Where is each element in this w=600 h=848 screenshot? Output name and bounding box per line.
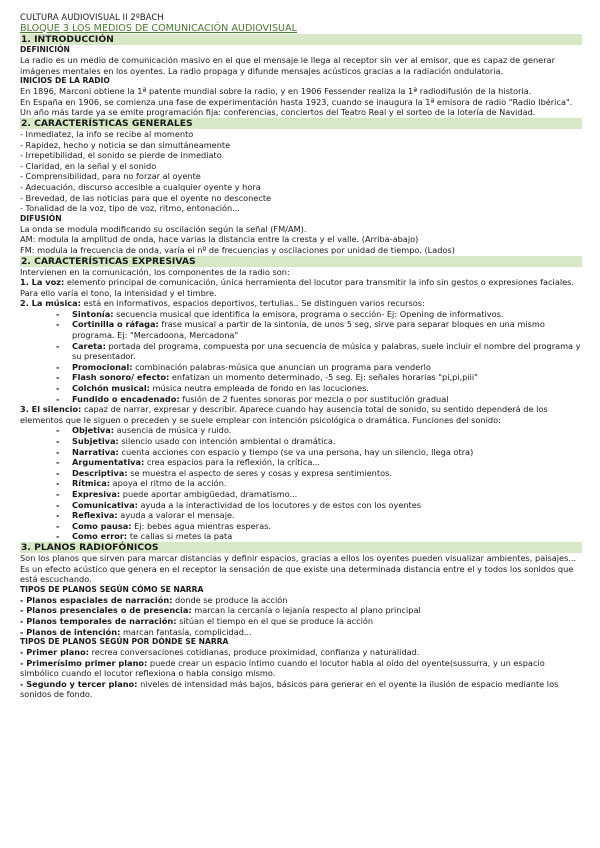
list-item [72,394,582,405]
list-item: - Comprensibilidad, para no forzar al oyente [20,171,201,182]
item-text: ayuda a la interactividad de los locutores y de estos con los oyentes [137,499,422,510]
item-term: - Primerísimo primer plano: [20,657,148,668]
item-text: niveles de intensidad más bajos, básicos para generar en el oyente la ilusión de espacio mediante los sonidos de fondo. [20,678,559,700]
list-item [72,468,582,479]
item-term: Comunicativa: [72,499,138,510]
list-item: - Brevedad, de las noticias para que el oyente no desconecte [20,192,272,203]
difusion-line: FM: modula la frecuencia de onda, varía el nº de frecuencias y oscilaciones por unidad de tiempo. (Lados) [20,244,455,255]
list-item [20,627,582,638]
item-text: ayuda a valorar el mensaje. [117,510,235,521]
list-item [72,319,582,340]
list-item [72,521,582,532]
musica-paragraph [20,298,582,309]
item-text: fusión de 2 fuentes sonoras por mezcla o por sustitución gradual [179,393,449,404]
item-term: - Planos espaciales de narración: [20,594,173,605]
list-item [72,457,582,468]
silencio-functions-list [20,425,582,542]
list-item [72,372,582,383]
list-item [20,605,582,616]
item-text: recrea conversaciones cotidianas, produce proximidad, confianza y naturalidad. [89,647,420,658]
list-item [72,383,582,394]
list-item [72,309,582,320]
list-item [72,436,582,447]
item-term: Flash sonoro/ efecto: [72,372,170,383]
list-item [72,500,582,511]
item-term: Descriptiva: [72,467,128,478]
list-item: - Irrepetibilidad, el sonido se pierde de inmediato [20,150,222,161]
list-item [72,478,582,489]
list-item [72,341,582,362]
inicios-paragraph-1: En 1896, Marconi obtiene la 1ª patente mundial sobre la radio, y en 1906 Fessender realiza la 1ª radiodifusión de la historia. [20,86,532,97]
item-term: - Planos de intención: [20,626,121,637]
item-text: donde se produce la acción [172,594,288,605]
list-item [20,658,582,679]
item-text: cuenta acciones con espacio y tiempo (se va una persona, hay un silencio, llega otra) [118,446,474,457]
list-item: - Rapidez, hecho y noticia se dan simultáneamente [20,139,231,150]
item-term: Colchón musical: [72,383,150,394]
list-item [20,595,582,606]
document-page [20,12,582,700]
item-term: Como pausa: [72,520,132,531]
item-text: ausencia de música y ruido. [114,425,232,436]
section-introduccion-heading: 1. INTRODUCCIÓN [20,34,582,45]
list-item: - Claridad, en la señal y el sonido [20,160,157,171]
list-item [72,362,582,373]
list-item [72,510,582,521]
definicion-label: DEFINICIÓN [20,45,70,54]
section-planos-radiofonicos-heading: 3. PLANOS RADIOFÓNICOS [20,542,582,553]
list-item: - Inmediatez, la info se recibe al momento [20,128,194,139]
item-term: Como error: [72,531,128,542]
musica-resources-list [20,309,582,404]
tipos-donde-label: TIPOS DE PLANOS SEGÚN POR DÓNDE SE NARRA [20,637,229,647]
item-term: - Segundo y tercer plano: [20,678,138,689]
item-text: música neutra empleada de fondo en las locuciones. [149,383,369,394]
section-caracteristicas-generales-heading: 2. CARACTERÍSTICAS GENERALES [20,118,582,129]
item-text: frase musical a partir de la sintonía, de unos 5 seg, sirve para separar bloques en una mismo programa. Ej: "Mercadoona, Mercadona" [72,319,545,341]
list-item [72,447,582,458]
item-term: Rítmica: [72,478,111,489]
item-text: crea espacios para la reflexión, la crítica... [144,457,321,468]
item-term: Sintonía: [72,308,114,319]
item-text: se muestra el aspecto de seres y cosas y expresa sentimientos. [127,467,392,478]
list-item: - Tonalidad de la voz, tipo de voz, ritmo, entonación... [20,203,240,214]
item-text: puede aportar ambigüedad, dramatismo... [120,488,298,499]
list-item [20,616,582,627]
list-item [72,425,582,436]
difusion-label: DIFUSIÓN [20,213,62,223]
item-text: Ej: bebes agua mientras esperas. [131,520,272,531]
item-text: te callas si metes la pata [127,531,233,542]
definicion-text: La radio es un medio de comunicación masivo en el que el mensaje le llega al receptor sin ver al emisor, que es capaz de generar imágenes mentales en los oyentes. La radio propaga y difunde mensajes acústicos gracias a la radiación ondulatoria. [20,55,555,76]
item-text: silencio usado con intención ambiental o dramática. [118,436,336,446]
item-text: combinación palabras-música que anuncian un programa para venderlo [132,361,431,372]
item-term: Promocional: [72,361,133,372]
tipos-como-label: TIPOS DE PLANOS SEGÚN CÓMO SE NARRA [20,584,204,594]
course-title: CULTURA AUDIOVISUAL II 2ºBACH [20,12,164,22]
item-term: Narrativa: [72,446,119,457]
difusion-line: AM: modula la amplitud de onda, hace varias la distancia entre la cresta y el valle. (Arriba-abajo) [20,234,419,245]
list-item [20,679,582,700]
musica-label: 2. La música: [20,298,81,309]
item-term: - Planos temporales de narración: [20,615,177,626]
planos-intro: Son los planos que sirven para marcar distancias y definir espacios, gracias a ellos los oyentes pueden visualizar ambientes, paisajes... Es un efecto acústico que genera en el receptor la sensación de que existe una determinada distancia entre el y todos los sonidos que está escuchando. [20,552,577,585]
item-term: Fundido o encadenado: [72,393,180,404]
item-text: enfatizan un momento determinado, -5 seg. Ej: señales horarias "pi,pi,piii" [169,372,478,383]
item-term: Reflexiva: [72,510,118,521]
item-text: marcan fantasía, complicidad... [120,626,252,637]
item-term: Argumentativa: [72,457,145,468]
block-title: BLOQUE 3 LOS MEDIOS DE COMUNICACIÓN AUDIOVISUAL [20,22,297,34]
item-term: Subjetiva: [72,436,119,446]
voz-text: elemento principal de comunicación, única herramienta del locutor para transmitir la info sin gestos o expresiones faciales. Para ello varía el tono, la intensidad y el timbre. [20,277,575,298]
item-term: Expresiva: [72,488,121,499]
musica-text: está en informativos, espacios deportivos, tertulias.. Se distinguen varios recursos: [80,298,425,309]
item-term: Cortinilla o ráfaga: [72,319,159,330]
item-term: Careta: [72,340,106,351]
list-item: - Adecuación, discurso accesible a cualquier oyente y hora [20,181,261,192]
item-text: secuencia musical que identifica la emisora, programa o sección- Ej: Opening de informativos. [113,308,504,319]
caracteristicas-list [20,129,582,214]
list-item [20,647,582,658]
item-text: sitúan el tiempo en el que se produce la acción [176,615,374,626]
expresivas-intro: Intervienen en la comunicación, los componentes de la radio son: [20,266,290,277]
item-text: marcan la cercanía o lejanía respecto al plano principal [191,605,421,616]
item-text: apoya el ritmo de la acción. [110,478,227,489]
voz-label: 1. La voz: [20,277,65,288]
item-term: - Primer plano: [20,647,89,658]
list-item [72,489,582,500]
silencio-label: 3. El silencio: [20,404,82,415]
difusion-line: La onda se modula modificando su oscilación según la señal (FM/AM). [20,223,307,234]
item-text: puede crear un espacio íntimo cuando el locutor habla al oído del oyente(sussurra, y un espacio simbólico cuando el locutor reflexiona o habla consigo mismo. [20,657,545,679]
voz-paragraph [20,277,582,298]
section-caracteristicas-expresivas-heading: 2. CARACTERÍSTICAS EXPRESIVAS [20,256,582,267]
silencio-text: capaz de narrar, expresar y describir. Aparece cuando hay ausencia total de sonido, su sentido dependerá de los elementos que le siguen o preceden y se suele emplear con intención psicológica o dramática. Funciones del sonido: [20,404,548,425]
item-term: - Planos presenciales o de presencia: [20,605,192,616]
list-item [72,531,582,542]
inicios-paragraph-2: En España en 1906, se comienza una fase de experimentación hasta 1923, cuando se inaugura la 1ª emisora de radio "Radio Ibérica". Un año más tarde ya se emite programación fija: conferencias, conciertos del Teatro Real y el sorteo de la lotería de Navidad. [20,96,573,118]
item-term: Objetiva: [72,425,115,436]
inicios-label: INICIOS DE LA RADIO [20,76,110,86]
item-text: portada del programa, compuesta por una secuencia de música y palabras, suele incluir el nombre del programa y su presentador. [72,340,581,362]
silencio-paragraph [20,404,582,425]
